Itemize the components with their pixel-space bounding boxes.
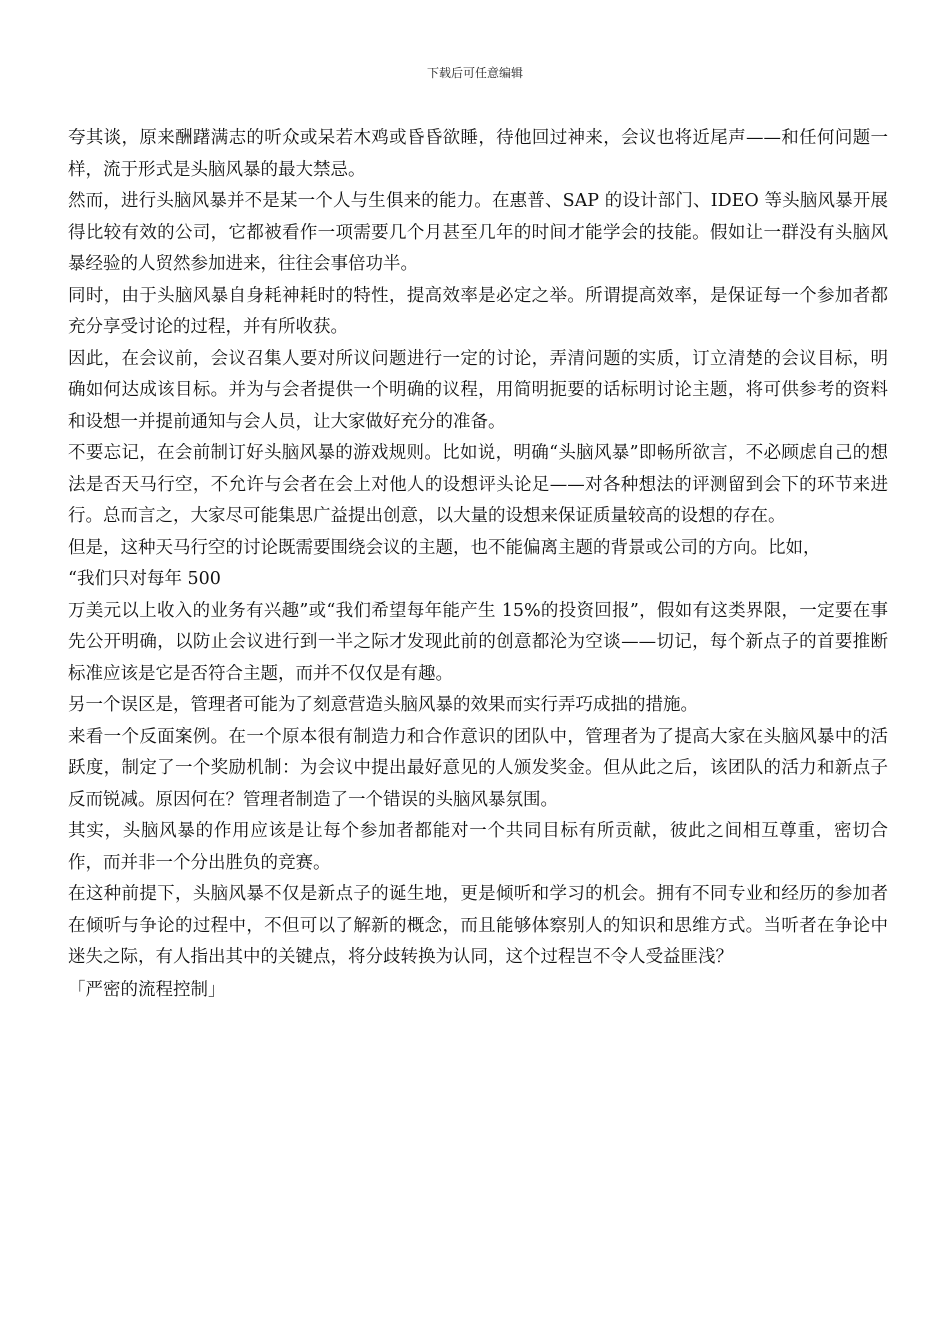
paragraph: 其实，头脑风暴的作用应该是让每个参加者都能对一个共同目标有所贡献，彼此之间相互尊重，密切合作，而并非一个分出胜负的竞赛。 (68, 821, 888, 873)
paragraph: 来看一个反面案例。在一个原本很有制造力和合作意识的团队中，管理者为了提高大家在头脑风暴中的活跃度，制定了一个奖励机制：为会议中提出最好意见的人颁发奖金。但从此之后，该团队的活力和新点子反而锐减。原因何在？管理者制造了一个错误的头脑风暴氛围。 (68, 726, 888, 810)
paragraph: 因此，在会议前，会议召集人要对所议问题进行一定的讨论，弄清问题的实质，订立清楚的会议目标，明确如何达成该目标。并为与会者提供一个明确的议程，用简明扼要的话标明讨论主题，将可供参考的资料和设想一并提前通知与会人员，让大家做好充分的准备。 (68, 348, 888, 432)
paragraph: 不要忘记，在会前制订好头脑风暴的游戏规则。比如说，明确“头脑风暴”即畅所欲言，不必顾虑自己的想法是否天马行空，不允许与会者在会上对他人的设想评头论足——对各种想法的评测留到会下的环节来进行。总而言之，大家尽可能集思广益提出创意，以大量的设想来保证质量较高的设想的存在。 (68, 443, 888, 526)
paragraph: 在这种前提下，头脑风暴不仅是新点子的诞生地，更是倾听和学习的机会。拥有不同专业和经历的参加者在倾听与争论的过程中，不但可以了解新的概念，而且能够体察别人的知识和思维方式。当听者在争论中迷失之际，有人指出其中的关键点，将分歧转换为认同，这个过程岂不令人受益匪浅？ (68, 884, 888, 967)
section-heading: 「严密的流程控制」 (68, 979, 226, 1000)
document-body (68, 123, 888, 1006)
paragraph: 但是，这种天马行空的讨论既需要围绕会议的主题，也不能偏离主题的背景或公司的方向。比如， (68, 537, 821, 558)
paragraph: “我们只对每年 500 (68, 569, 221, 589)
paragraph: 另一个误区是，管理者可能为了刻意营造头脑风暴的效果而实行弄巧成拙的措施。 (68, 695, 698, 715)
page-header: 下载后可任意编辑 (426, 66, 523, 80)
paragraph: 同时，由于头脑风暴自身耗神耗时的特性，提高效率是必定之举。所谓提高效率，是保证每一个参加者都充分享受讨论的过程，并有所收获。 (68, 285, 888, 337)
paragraph: 万美元以上收入的业务有兴趣”或“我们希望每年能产生 15%的投资回报”，假如有这类界限，一定要在事先公开明确，以防止会议进行到一半之际才发现此前的创意都沦为空谈——切记，每个新点子的首要推断标准应该是它是否符合主题，而并不仅仅是有趣。 (68, 600, 888, 684)
paragraph: 夸其谈，原来酬躇满志的听众或呆若木鸡或昏昏欲睡，待他回过神来，会议也将近尾声——和任何问题一样，流于形式是头脑风暴的最大禁忌。 (68, 128, 888, 180)
paragraph: 然而，进行头脑风暴并不是某一个人与生俱来的能力。在惠普、SAP 的设计部门、IDEO 等头脑风暴开展得比较有效的公司，它都被看作一项需要几个月甚至几年的时间才能学会的技能。假如让一群没有头脑风暴经验的人贸然参加进来，往往会事倍功半。 (68, 191, 888, 274)
